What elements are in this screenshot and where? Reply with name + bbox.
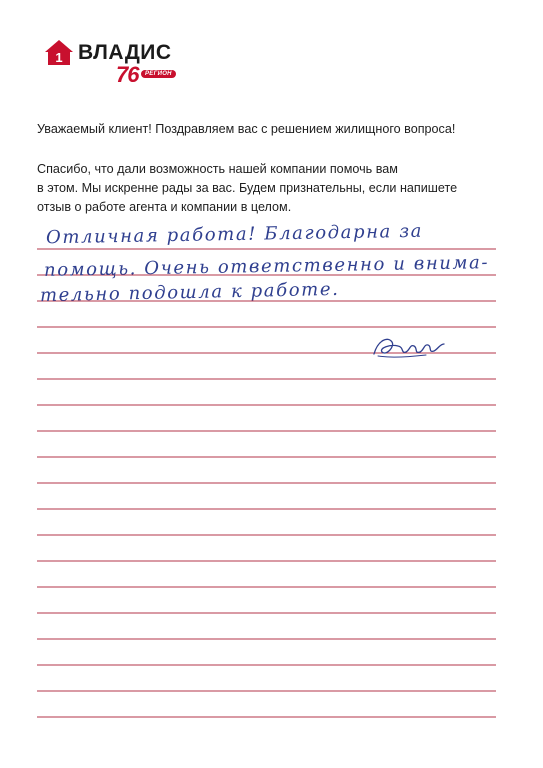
logo-region-number: 76 — [116, 62, 139, 87]
svg-text:1: 1 — [55, 50, 63, 65]
handwritten-review-line: Отличная работа! Благодарна за — [45, 220, 424, 249]
handwritten-review-line: тельно подошла к работе. — [39, 278, 340, 307]
handwritten-review-line: помощь. Очень ответственно и внима- — [43, 252, 490, 281]
intro-line: отзыв о работе агента и компании в целом. — [37, 200, 292, 214]
logo-wordmark: ВЛАДИС — [78, 41, 172, 64]
intro-line: Спасибо, что дали возможность нашей компании помочь вам — [37, 162, 398, 176]
logo-region-badge: РЕГИОН — [141, 70, 176, 78]
intro-line: в этом. Мы искренне рады за вас. Будем признательны, если напишете — [37, 181, 458, 195]
greeting-text: Уважаемый клиент! Поздравляем вас с решением жилищного вопроса! — [37, 122, 456, 136]
signature — [368, 332, 448, 362]
